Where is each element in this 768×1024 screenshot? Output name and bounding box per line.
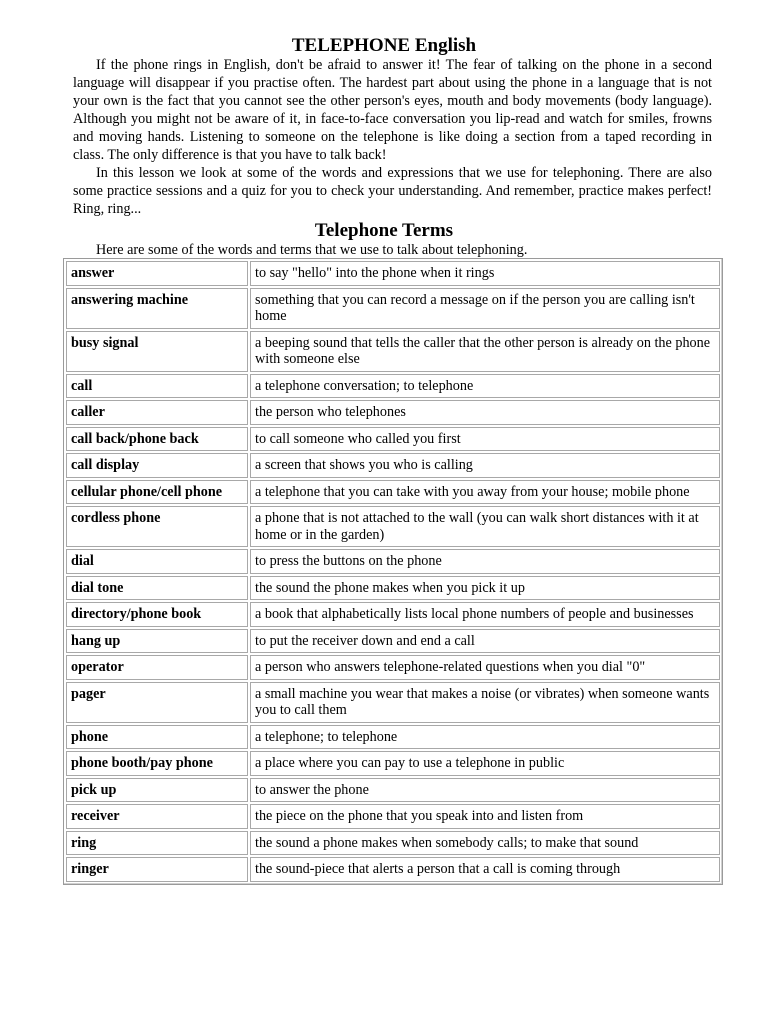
definition-cell: a small machine you wear that makes a noise (or vibrates) when someone wants you to call them	[250, 682, 720, 723]
term-cell: call	[66, 374, 248, 399]
term-cell: dial	[66, 549, 248, 574]
term-cell: call display	[66, 453, 248, 478]
term-cell: directory/phone book	[66, 602, 248, 627]
table-row	[66, 629, 720, 654]
definition-cell: to put the receiver down and end a call	[250, 629, 720, 654]
definition-cell: the piece on the phone that you speak into and listen from	[250, 804, 720, 829]
definition-cell: to answer the phone	[250, 778, 720, 803]
term-cell: hang up	[66, 629, 248, 654]
intro-text	[73, 56, 712, 218]
intro-paragraph-2: In this lesson we look at some of the words and expressions that we use for telephoning. There are also some practice sessions and a quiz for you to check your understanding. And remember, practice makes perfect! Ring, ring...	[73, 165, 712, 217]
table-row	[66, 804, 720, 829]
definition-cell: a person who answers telephone-related questions when you dial "0"	[250, 655, 720, 680]
term-cell: pager	[66, 682, 248, 723]
table-row	[66, 576, 720, 601]
definition-cell: a telephone; to telephone	[250, 725, 720, 750]
terms-table-body	[66, 261, 720, 882]
term-cell: ringer	[66, 857, 248, 882]
table-row	[66, 778, 720, 803]
term-cell: operator	[66, 655, 248, 680]
definition-cell: a book that alphabetically lists local phone numbers of people and businesses	[250, 602, 720, 627]
definition-cell: to say "hello" into the phone when it rings	[250, 261, 720, 286]
term-cell: receiver	[66, 804, 248, 829]
table-row	[66, 725, 720, 750]
term-cell: caller	[66, 400, 248, 425]
term-cell: dial tone	[66, 576, 248, 601]
definition-cell: something that you can record a message on if the person you are calling isn't home	[250, 288, 720, 329]
table-row	[66, 655, 720, 680]
terms-table-frame	[63, 258, 723, 885]
definition-cell: a telephone conversation; to telephone	[250, 374, 720, 399]
definition-cell: a phone that is not attached to the wall (you can walk short distances with it at home or in the garden)	[250, 506, 720, 547]
term-cell: ring	[66, 831, 248, 856]
table-row	[66, 549, 720, 574]
term-cell: busy signal	[66, 331, 248, 372]
section-intro: Here are some of the words and terms that we use to talk about telephoning.	[96, 242, 528, 258]
definition-cell: a telephone that you can take with you away from your house; mobile phone	[250, 480, 720, 505]
table-row	[66, 682, 720, 723]
table-row	[66, 831, 720, 856]
table-row	[66, 261, 720, 286]
table-row	[66, 400, 720, 425]
term-cell: pick up	[66, 778, 248, 803]
table-row	[66, 480, 720, 505]
definition-cell: the sound the phone makes when you pick it up	[250, 576, 720, 601]
definition-cell: a screen that shows you who is calling	[250, 453, 720, 478]
table-row	[66, 374, 720, 399]
table-row	[66, 427, 720, 452]
table-row	[66, 751, 720, 776]
term-cell: cordless phone	[66, 506, 248, 547]
definition-cell: the sound a phone makes when somebody calls; to make that sound	[250, 831, 720, 856]
section-title: Telephone Terms	[314, 220, 454, 241]
table-row	[66, 602, 720, 627]
table-row	[66, 288, 720, 329]
definition-cell: to press the buttons on the phone	[250, 549, 720, 574]
definition-cell: the person who telephones	[250, 400, 720, 425]
terms-table	[64, 259, 722, 884]
table-row	[66, 331, 720, 372]
term-cell: phone booth/pay phone	[66, 751, 248, 776]
definition-cell: a place where you can pay to use a telephone in public	[250, 751, 720, 776]
definition-cell: a beeping sound that tells the caller that the other person is already on the phone with someone else	[250, 331, 720, 372]
term-cell: answer	[66, 261, 248, 286]
intro-paragraph-1: If the phone rings in English, don't be afraid to answer it! The fear of talking on the phone in a second language will disappear if you practise often. The hardest part about using the phone in a language that is not your own is the fact that you cannot see the other person's eyes, mouth and body movements (body language). Although you might not be aware of it, in face-to-face conversation you lip-read and watch for smiles, frowns and moving hands. Listening to someone on the telephone is like doing a section from a taped recording in class. The only difference is that you have to talk back!	[73, 57, 712, 163]
table-row	[66, 857, 720, 882]
term-cell: answering machine	[66, 288, 248, 329]
table-row	[66, 506, 720, 547]
term-cell: phone	[66, 725, 248, 750]
term-cell: cellular phone/cell phone	[66, 480, 248, 505]
table-row	[66, 453, 720, 478]
term-cell: call back/phone back	[66, 427, 248, 452]
page-title: TELEPHONE English	[291, 35, 477, 56]
definition-cell: to call someone who called you first	[250, 427, 720, 452]
definition-cell: the sound-piece that alerts a person that a call is coming through	[250, 857, 720, 882]
